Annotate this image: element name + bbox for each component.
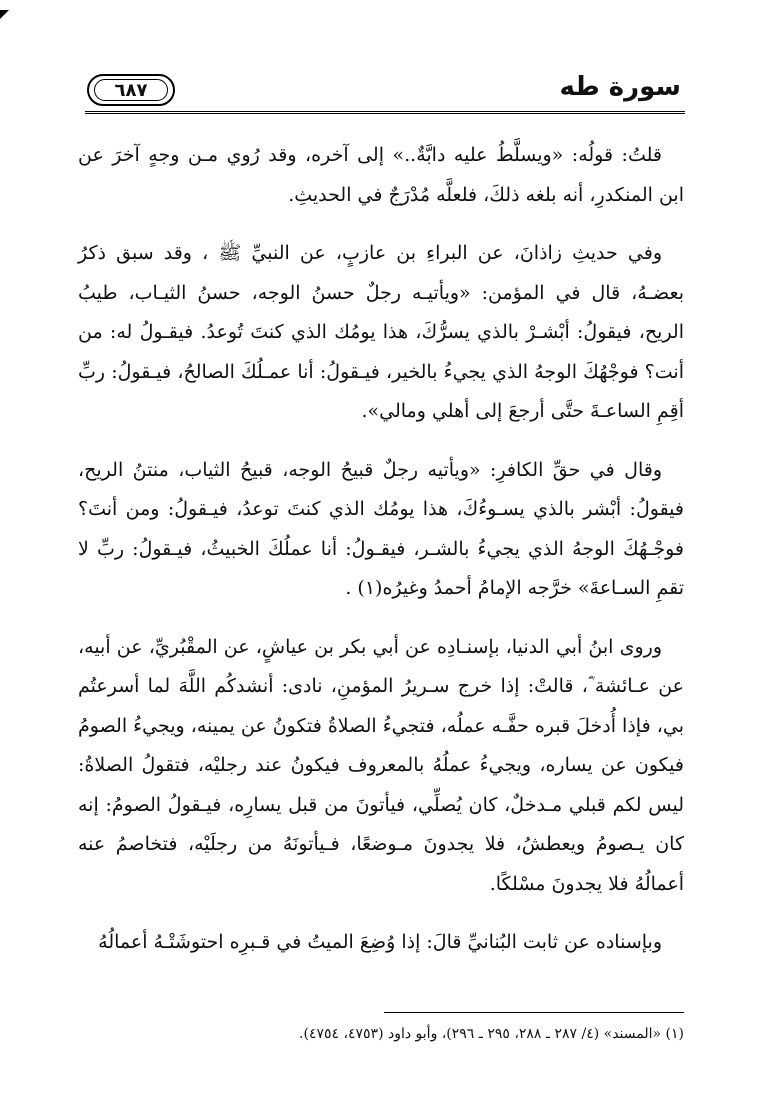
corner-mark xyxy=(0,10,9,19)
page-header xyxy=(85,70,685,116)
page-number: ٦٨٧ xyxy=(94,79,168,101)
paragraph-2: وفي حديثِ زاذانَ، عن البراءِ بن عازبٍ، عن النبيِّ ﷺ ، وقد سبق ذكرُ بعضـهُ، قال في المؤمن: «ويأتيـه رجلٌ حسنُ الوجه، حسنُ الثيـاب، طيبُ الريح، فيقولُ: أبْشـرْ بالذي يسرُّكَ، هذا يومُك الذي كنتَ تُوعدُ. فيقـولُ له: من أنت؟ فوجْهُكَ الوجهُ الذي يجيءُ بالخير، فيـقولُ: أنا عمـلُكَ الصالحُ، فيـقولُ: ربِّ أقِمِ الساعـةَ حتَّى أرجعَ إلى أهلي ومالي». xyxy=(78,242,684,422)
page-number-badge xyxy=(87,74,175,106)
footnotes xyxy=(78,1012,684,1045)
paragraph-3: وقال في حقِّ الكافرِ: «ويأتيه رجلٌ قبيحُ الوجه، قبيحُ الثياب، منتنُ الريح، فيقولُ: أبْشر بالذي يسـوءُكَ، هذا يومُك الذي كنتَ توعدُ، فيـقولُ: ومن أنتَ؟ فوجْـهُكَ الوجهُ الذي يجيءُ بالشـر، فيقـولُ: أنا عملُكَ الخبيثُ، فيـقولُ: ربِّ لا تقمِ السـاعةَ» خرَّجه الإمامُ أحمدُ وغيرُه(١) . xyxy=(78,458,684,599)
page-body xyxy=(78,136,684,982)
surah-title: سورة طه xyxy=(559,72,681,102)
header-divider xyxy=(85,111,685,116)
paragraph-4: وروى ابنُ أبي الدنيا، بإسنـادِه عن أبي بكر بن عياشٍ، عن المقْبُريِّ، عن أبيه، عن عـائشة ؓ، قالتْ: إذا خرج سـريرُ المؤمنِ، نادى: أنشدكُم اللَّهَ لما أسرعتُم بي، فإذا أُدخلَ قبره حفَّـه عملُه، فتجيءُ الصلاةُ فتكونُ عن يمينه، ويجيءُ الصومُ فيكون عن يساره، ويجيءُ عملُهُ بالمعروف فيكونُ عند رجليْه، فتقولُ الصلاةُ: ليس لكم قبلي مـدخلٌ، كان يُصلِّي، فيأتونَ من قبل يسارِه، فيـقولُ الصومُ: إنه كان يـصومُ ويعطشُ، فلا يجدونَ مـوضعًا، فـيأتونَهُ من رجلَيْه، فتخاصمُ عنه أعمالُهُ فلا يجدونَ مسْلكًا. xyxy=(78,635,684,895)
paragraph-1: قلتُ: قولُه: «ويسلَّطُ عليه دابَّةٌ..» إلى آخره، وقد رُوي مـن وجهٍ آخرَ عن ابن المنكدرِ، أنه بلغه ذلكَ، فلعلَّه مُدْرَجٌ في الحديثِ. xyxy=(78,144,684,206)
footnote-1: (١) «المسند» (٤/ ٢٨٧ ـ ٢٨٨، ٢٩٥ ـ ٢٩٦)، وأبو داود (٤٧٥٣، ٤٧٥٤). xyxy=(299,1026,684,1042)
paragraph-5: وبإسناده عن ثابت البُنانيِّ قالَ: إذا وُضِعَ الميتُ في قـبرِه احتوشَتْـهُ أعمالُهُ xyxy=(98,931,662,953)
footnote-divider xyxy=(384,1012,684,1013)
